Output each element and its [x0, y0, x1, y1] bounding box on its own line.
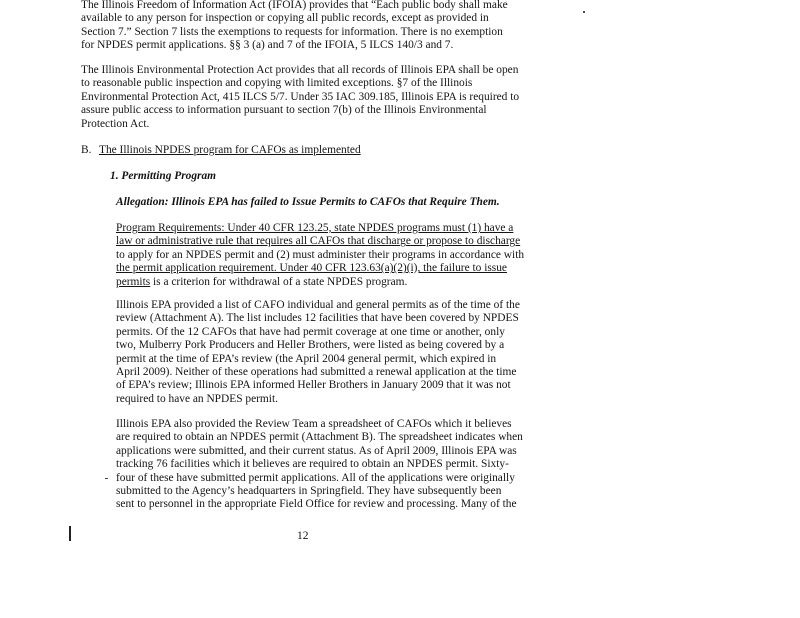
- page-number: 12: [297, 530, 309, 542]
- text-line: [116, 222, 541, 235]
- text-line: permit at the time of EPA’s review (the April 2004 general permit, which expired in: [116, 352, 497, 365]
- text-segment: Under 40 CFR 123.25, state NPDES programs must (1) have a: [224, 222, 514, 234]
- text-line: required to have an NPDES permit.: [116, 392, 278, 405]
- text-line: of EPA’s review; Illinois EPA informed Heller Brothers in January 2009 that it was not: [116, 379, 511, 392]
- revision-bar: [69, 526, 71, 541]
- program-requirements-paragraph: [116, 222, 541, 289]
- text-line: April 2009). Neither of these operations had submitted a renewal application at the time: [116, 366, 517, 379]
- text-line: Section 7.” Section 7 lists the exemptions to requests for information. There is no exemption: [81, 25, 503, 38]
- text-line: to apply for an NPDES permit and (2) must administer their programs in accordance with: [116, 248, 525, 261]
- foia-paragraph: [81, 0, 541, 53]
- text-line: applications were submitted, and their current status. As of April 2009, Illinois EPA was: [116, 444, 517, 457]
- section-b-heading: [81, 144, 541, 157]
- section-title: The Illinois NPDES program for CAFOs as implemented: [99, 144, 361, 156]
- text-line: submitted to the Agency’s headquarters in Springfield. They have subsequently been: [116, 485, 502, 498]
- text-line: the permit application requirement. Under 40 CFR 123.63(a)(2)(i), the failure to issue: [116, 262, 507, 275]
- text-line: The Illinois Freedom of Information Act (IFOIA) provides that “Each public body shall make: [81, 0, 508, 11]
- scan-speck: [105, 478, 108, 479]
- text-line: sent to personnel in the appropriate Field Office for review and processing. Many of the: [116, 498, 517, 511]
- text-line: for NPDES permit applications. §§ 3 (a) and 7 of the IFOIA, 5 ILCS 140/3 and 7.: [81, 39, 454, 52]
- text-line: tracking 76 facilities which it believes are required to obtain an NPDES permit. Sixty-: [116, 458, 509, 471]
- text-line: available to any person for inspection or copying all public records, except as provided in: [81, 12, 489, 25]
- text-segment: permits: [116, 275, 151, 288]
- allegation-text: Allegation: Illinois EPA has failed to Issue Permits to CAFOs that Require Them.: [116, 196, 500, 208]
- section-letter: B.: [81, 144, 92, 156]
- text-line: [116, 276, 541, 289]
- text-segment: is a criterion for withdrawal of a state NPDES program.: [150, 275, 408, 288]
- allegation-heading: [116, 196, 541, 209]
- text-line: The Illinois Environmental Protection Act provides that all records of Illinois EPA shall be open: [81, 64, 519, 76]
- scan-speck: [583, 11, 585, 13]
- text-line: review (Attachment A). The list includes 12 facilities that have been covered by NPDES: [116, 312, 519, 325]
- text-line: four of these have submitted permit applications. All of the applications were originally: [116, 471, 515, 484]
- attachment-a-paragraph: [116, 299, 541, 406]
- subsection-heading: 1. Permitting Program: [110, 170, 217, 182]
- attachment-b-paragraph: [116, 418, 541, 512]
- text-line: Environmental Protection Act, 415 ILCS 5/7. Under 35 IAC 309.185, Illinois EPA is required to: [81, 90, 520, 103]
- text-line: law or administrative rule that requires all CAFOs that discharge or propose to discharge: [116, 235, 521, 248]
- epa-act-paragraph: [81, 64, 541, 131]
- text-line: Illinois EPA also provided the Review Team a spreadsheet of CAFOs which it believes: [116, 418, 512, 430]
- program-requirements-label: Program Requirements:: [116, 222, 225, 234]
- text-line: Illinois EPA provided a list of CAFO individual and general permits as of the time of the: [116, 299, 520, 311]
- text-line: assure public access to information pursuant to section 7(b) of the Illinois Environmental: [81, 104, 487, 117]
- text-line: to reasonable public inspection and copying with limited exceptions. §7 of the Illinois: [81, 77, 473, 90]
- text-line: are required to obtain an NPDES permit (Attachment B). The spreadsheet indicates when: [116, 431, 523, 444]
- text-line: Protection Act.: [81, 117, 150, 130]
- text-line: two, Mulberry Pork Producers and Heller Brothers, were listed as being covered by a: [116, 339, 505, 352]
- text-line: permits. Of the 12 CAFOs that have had permit coverage at one time or another, only: [116, 325, 505, 338]
